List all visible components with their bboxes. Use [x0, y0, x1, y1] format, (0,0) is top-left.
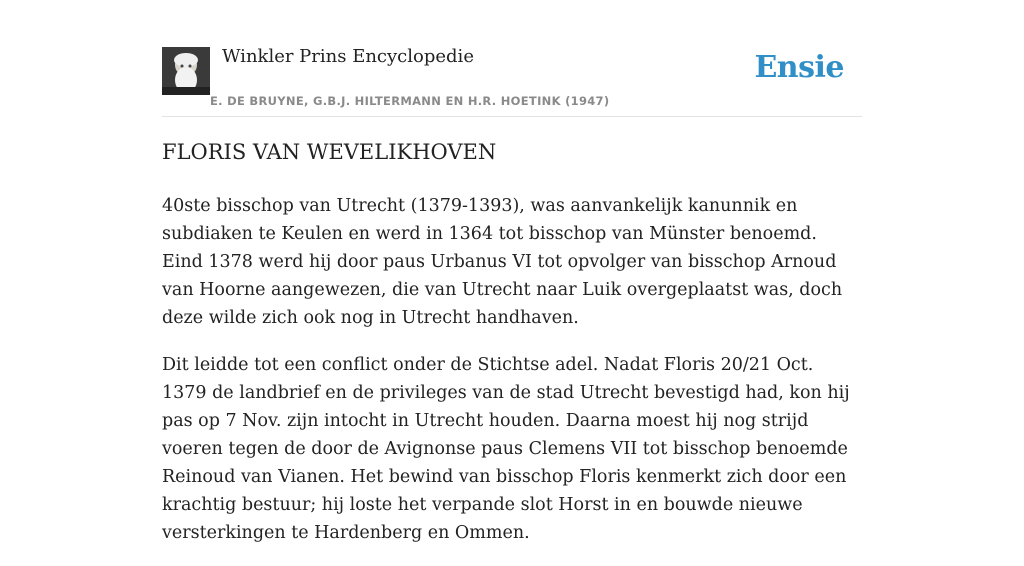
portrait-svg: [162, 47, 210, 95]
portrait-avatar-icon[interactable]: [162, 47, 210, 95]
article-paragraph: Dit leidde tot een conflict onder de Stichtse adel. Nadat Floris 20/21 Oct. 1379 de landbrief en de privileges van de stad Utrecht bevestigd had, kon hij pas op 7 Nov. zijn intocht in Utrecht houden. Daarna moest hij nog strijd voeren tegen de door de Avignonse paus Clemens VII tot bisschop benoemde Reinoud van Vianen. Het bewind van bisschop Floris kenmerkt zich door een krachtig bestuur; hij loste het verpande slot Horst in en bouwde nieuwe versterkingen te Hardenberg en Ommen.: [162, 355, 850, 543]
site-name[interactable]: Winkler Prins Encyclopedie: [222, 46, 474, 67]
site-header: [162, 0, 862, 117]
article-body: [162, 192, 862, 566]
article-title: FLORIS VAN WEVELIKHOVEN: [162, 140, 497, 164]
article-paragraph: 40ste bisschop van Utrecht (1379-1393), was aanvankelijk kanunnik en subdiaken te Keulen en werd in 1364 tot bisschop van Münster benoemd. Eind 1378 werd hij door paus Urbanus VI tot opvolger van bisschop Arnoud van Hoorne aangewezen, die van Utrecht naar Luik overgeplaatst was, doch deze wilde zich ook nog in Utrecht handhaven.: [162, 196, 843, 328]
authors-credit: E. DE BRUYNE, G.B.J. HILTERMANN EN H.R. HOETINK (1947): [210, 94, 610, 108]
ensie-logo[interactable]: Ensie: [754, 50, 844, 85]
